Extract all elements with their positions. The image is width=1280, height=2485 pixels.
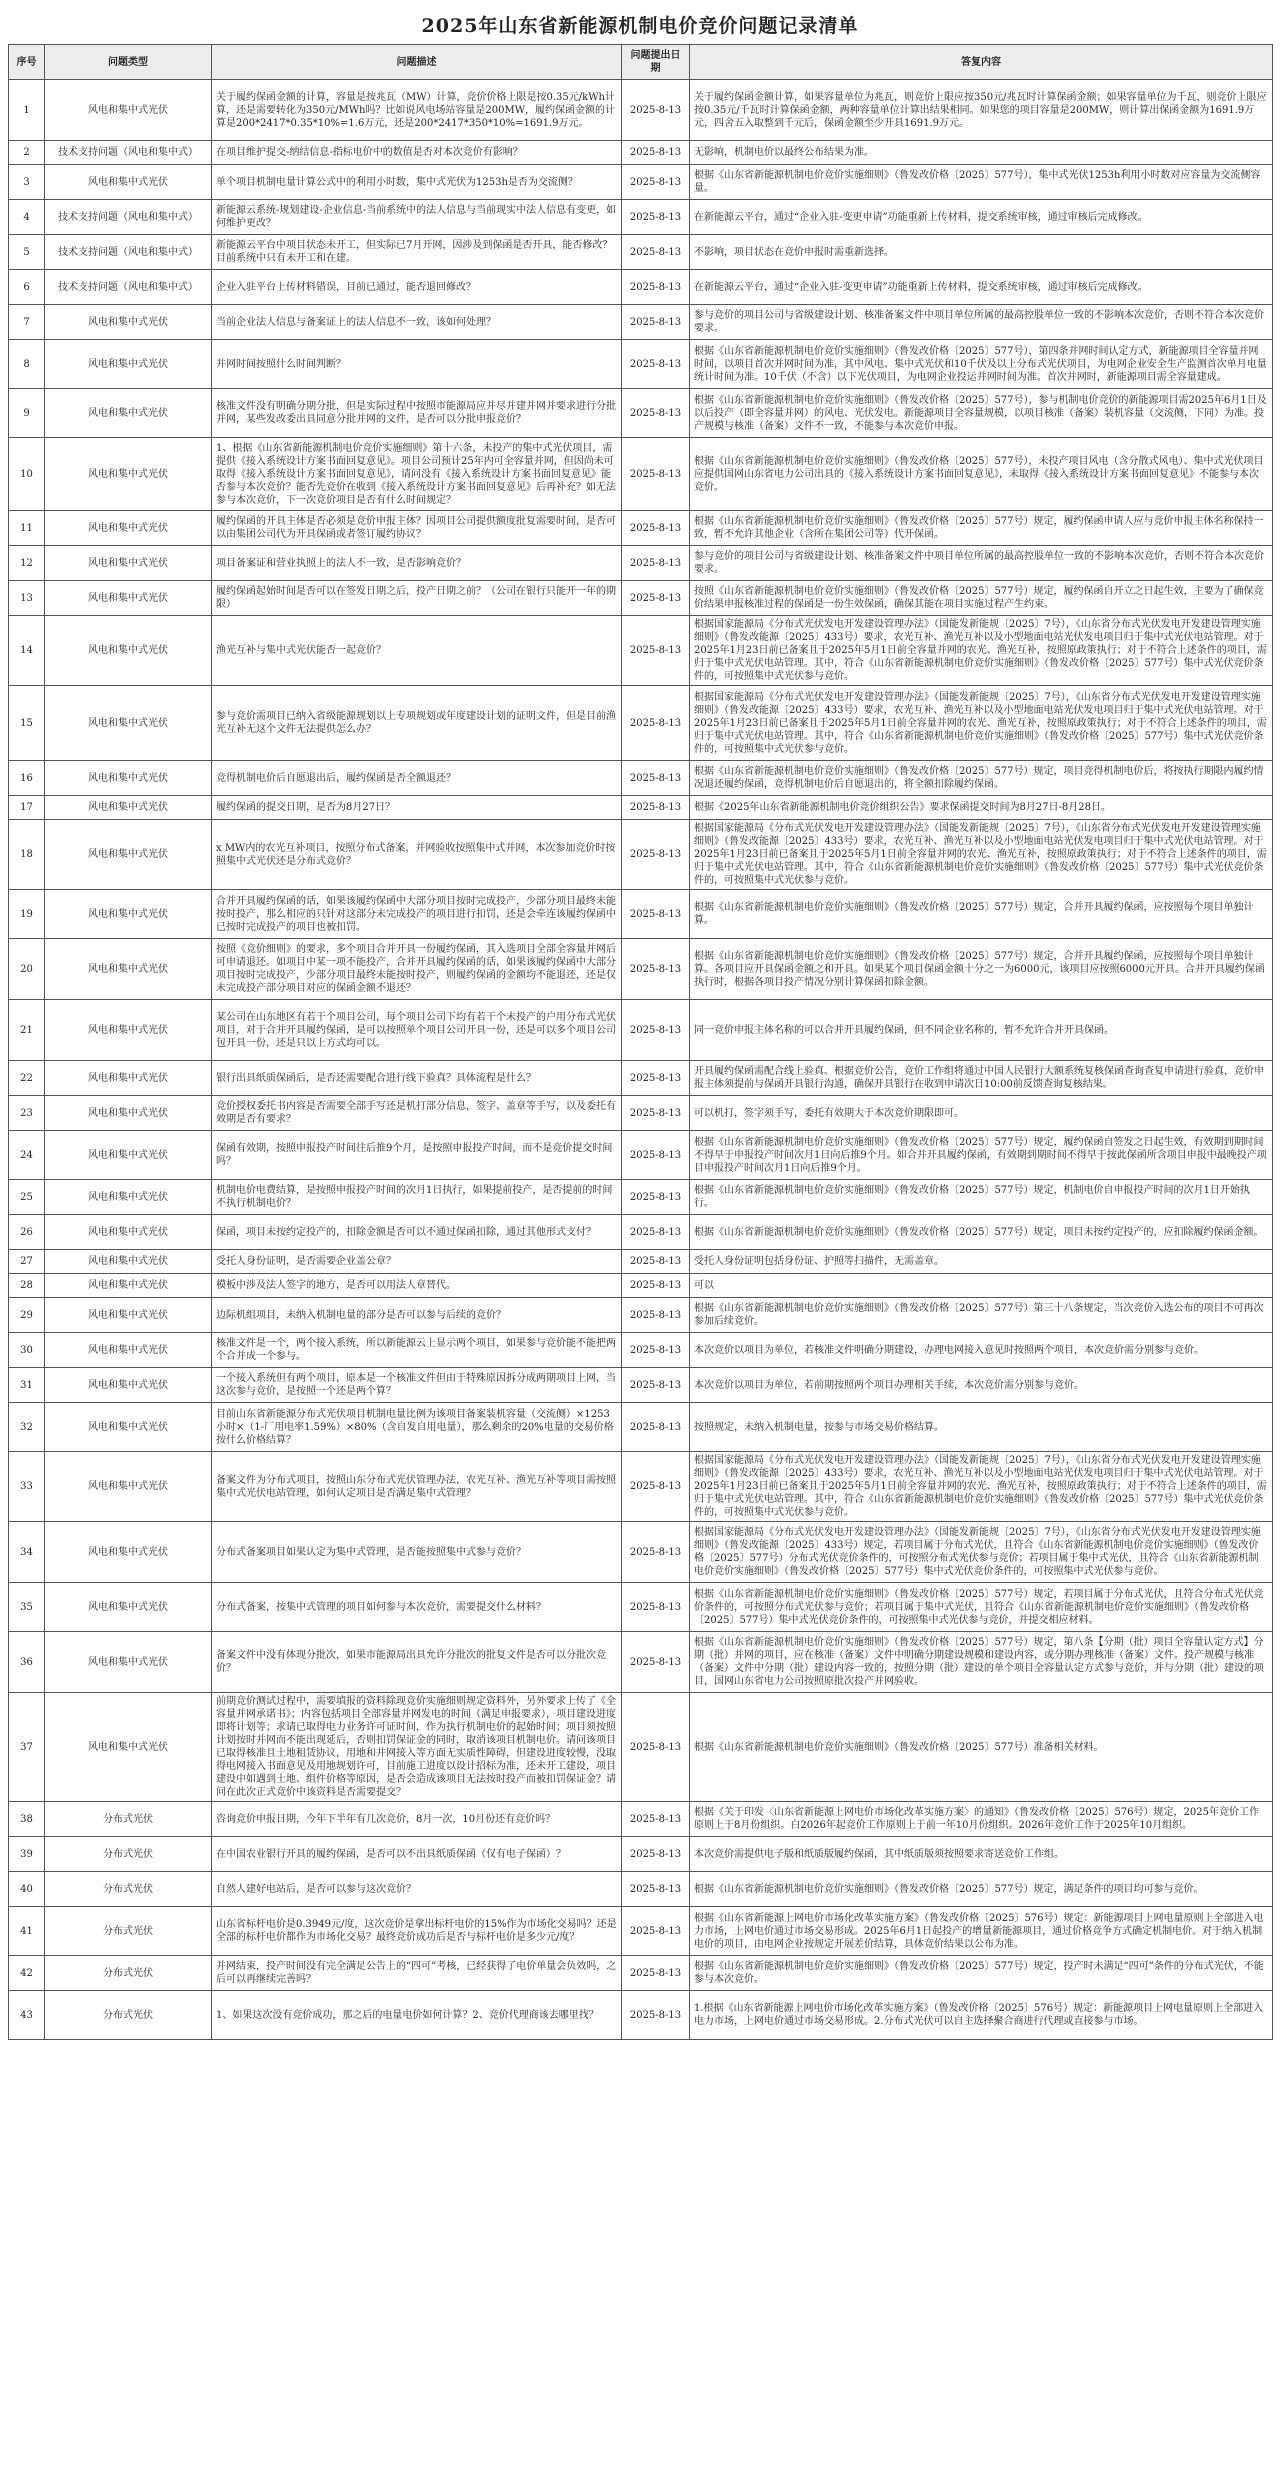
issue-description: 新能源云平台中项目状态未开工，但实际已7月开网，因涉及到保函是否开具，能否修改？目前系统中只有未开工和在建。: [212, 235, 622, 270]
row-number: 15: [9, 686, 45, 761]
row-number: 11: [9, 511, 45, 546]
issue-type: 风电和集中式光伏: [45, 1333, 212, 1368]
answer-content: 本次竞价需提供电子版和纸质版履约保函，其中纸质版须按照要求寄送竞价工作组。: [690, 1837, 1273, 1872]
issue-description: 单个项目机制电量计算公式中的利用小时数，集中式光伏为1253h是否为交流侧？: [212, 165, 622, 200]
answer-content: 1.根据《山东省新能源上网电价市场化改革实施方案》（鲁发改价格〔2025〕576号）规定：新能源项目上网电量原则上全部进入电力市场，上网电价通过市场交易形成。2.分布式光伏可以自主选择聚合商进行代理或直接参与市场。: [690, 1991, 1273, 2040]
issue-description: 保函有效期，按照申报投产时间往后推9个月，是按照申报投产时间，而不是竞价提交时间吗？: [212, 1131, 622, 1180]
answer-content: 按照规定，未纳入机制电量，按参与市场交易价格结算。: [690, 1403, 1273, 1452]
issue-description: 目前山东省新能源分布式光伏项目机制电量比例为该项目备案装机容量（交流侧）×1253小时×（1-厂用电率1.59%）×80%（含自发自用电量），那么剩余的20%电量的交易价格按什么价格结算？: [212, 1403, 622, 1452]
issue-date: 2025-8-13: [622, 1131, 690, 1180]
table-row: [9, 340, 1273, 389]
issue-type: 风电和集中式光伏: [45, 581, 212, 616]
issue-date: 2025-8-13: [622, 1250, 690, 1274]
answer-content: 根据《山东省新能源机制电价竞价实施细则》（鲁发改价格〔2025〕577号）规定，履约保函自签发之日起生效，有效期到期时间不得早于申报投产时间次月1日向后推9个月。如合并开具履约保函，有效期到期时间不得早于按此保函所含项目申报中最晚投产项目申报投产时间次月1日向后推9个月。: [690, 1131, 1273, 1180]
answer-content: 根据《山东省新能源机制电价竞价实施细则》（鲁发改价格〔2025〕577号）规定，履约保函申请人应与竞价申报主体名称保持一致，暂不允许其他企业（含所在集团公司等）代开保函。: [690, 511, 1273, 546]
issue-type: 风电和集中式光伏: [45, 1693, 212, 1802]
issue-type: 风电和集中式光伏: [45, 305, 212, 340]
issue-description: 分布式备案，按集中式管理的项目如何参与本次竞价，需要提交什么材料？: [212, 1583, 622, 1632]
issue-type: 风电和集中式光伏: [45, 1298, 212, 1333]
answer-content: 根据国家能源局《分布式光伏发电开发建设管理办法》（国能发新能规〔2025〕7号），《山东省分布式光伏发电开发建设管理实施细则》（鲁发改能源〔2025〕433号）要求，农光互补、渔光互补以及小型地面电站光伏发电项目归于集中式光伏电站管理。对于2025年1月23日前已备案且于2025年5月1日前全容量并网的农光、渔光互补，按照原政策执行；对于不符合上述条件的项目，需归于集中式光伏电站管理。其中，符合《山东省新能源机制电价竞价实施细则》（鲁发改价格〔2025〕577号）集中式光伏竞价条件的，可按照集中式光伏参与竞价。: [690, 820, 1273, 890]
issue-date: 2025-8-13: [622, 1522, 690, 1583]
issue-date: 2025-8-13: [622, 141, 690, 165]
row-number: 28: [9, 1274, 45, 1298]
table-header-row: [9, 45, 1273, 80]
table-row: [9, 1403, 1273, 1452]
table-row: [9, 616, 1273, 686]
row-number: 40: [9, 1872, 45, 1907]
answer-content: 参与竞价的项目公司与省级建设计划、核准备案文件中项目单位所属的最高控股单位一致的不影响本次竞价，否则不符合本次竞价要求。: [690, 305, 1273, 340]
issue-type: 风电和集中式光伏: [45, 165, 212, 200]
issue-date: 2025-8-13: [622, 1907, 690, 1956]
issue-date: 2025-8-13: [622, 389, 690, 438]
issue-type: 分布式光伏: [45, 1837, 212, 1872]
issue-type: 分布式光伏: [45, 1802, 212, 1837]
issue-type: 风电和集中式光伏: [45, 939, 212, 1000]
row-number: 32: [9, 1403, 45, 1452]
issue-description: x MW内的农光互补项目，按照分布式备案，并网验收按照集中式并网，本次参加竞价时按照集中式光伏还是分布式竞价？: [212, 820, 622, 890]
issue-date: 2025-8-13: [622, 511, 690, 546]
table-row: [9, 1693, 1273, 1802]
issue-type: 风电和集中式光伏: [45, 1274, 212, 1298]
answer-content: 关于履约保函金额计算，如果容量单位为兆瓦，则竞价上限应按350元/兆瓦时计算保函金额；如果容量单位为千瓦，则竞价上限应按0.35元/千瓦时计算保函金额，两种容量单位计算出结果相同。如果您的项目容量是200MW，则计算出保函金额为1691.9万元，四舍五入取整到千元后，保函金额至少开具1691.9万元。: [690, 80, 1273, 141]
answer-content: 根据《山东省新能源机制电价竞价实施细则》（鲁发改价格〔2025〕577号）规定，项目未按约定投产的，应扣除履约保函金额。: [690, 1215, 1273, 1250]
table-row: [9, 1298, 1273, 1333]
issue-type: 风电和集中式光伏: [45, 1250, 212, 1274]
issue-description: 并网结束，投产时间没有完全满足公告上的“四可”考核，已经获得了电价单量会负效吗，之后可以再继续完善吗？: [212, 1956, 622, 1991]
row-number: 1: [9, 80, 45, 141]
row-number: 20: [9, 939, 45, 1000]
header-type: 问题类型: [45, 45, 212, 80]
issue-type: 风电和集中式光伏: [45, 1096, 212, 1131]
table-row: [9, 820, 1273, 890]
row-number: 36: [9, 1632, 45, 1693]
issue-description: 备案文件为分布式项目，按照山东分布式光伏管理办法，农光互补、渔光互补等项目需按照集中式光伏电站管理，如何认定项目是否满足集中式管理？: [212, 1452, 622, 1522]
answer-content: 可以: [690, 1274, 1273, 1298]
answer-content: 根据《山东省新能源机制电价竞价实施细则》（鲁发改价格〔2025〕577号），未投产项目风电（含分散式风电）、集中式光伏项目应提供国网山东省电力公司出具的《接入系统设计方案书面回复意见》，未取得《接入系统设计方案书面回复意见》不能参与本次竞价。: [690, 438, 1273, 511]
issue-type: 分布式光伏: [45, 1991, 212, 2040]
issue-description: 竞价授权委托书内容是否需要全部手写还是机打部分信息，签字、盖章等手写，以及委托有效期是否有要求？: [212, 1096, 622, 1131]
answer-content: 本次竞价以项目为单位，若核准文件明确分期建设，办理电网接入意见时按照两个项目，本次竞价需分别参与竞价。: [690, 1333, 1273, 1368]
answer-content: 无影响，机制电价以最终公布结果为准。: [690, 141, 1273, 165]
table-row: [9, 305, 1273, 340]
table-row: [9, 1333, 1273, 1368]
issue-date: 2025-8-13: [622, 1096, 690, 1131]
issue-date: 2025-8-13: [622, 1632, 690, 1693]
answer-content: 根据国家能源局《分布式光伏发电开发建设管理办法》（国能发新能规〔2025〕7号），《山东省分布式光伏发电开发建设管理实施细则》（鲁发改能源〔2025〕433号）要求，农光互补、渔光互补以及小型地面电站光伏发电项目归于集中式光伏电站管理。对于2025年1月23日前已备案且于2025年5月1日前全容量并网的农光、渔光互补，按照原政策执行；对于不符合上述条件的项目，需归于集中式光伏电站管理。其中，符合《山东省新能源机制电价竞价实施细则》（鲁发改价格〔2025〕577号）集中式光伏竞价条件的，可按照集中式光伏参与竞价。: [690, 686, 1273, 761]
answer-content: 受托人身份证明包括身份证、护照等扫描件，无需盖章。: [690, 1250, 1273, 1274]
issue-type: 风电和集中式光伏: [45, 1583, 212, 1632]
table-row: [9, 1956, 1273, 1991]
issue-description: 分布式备案项目如果认定为集中式管理，是否能按照集中式参与竞价？: [212, 1522, 622, 1583]
issue-date: 2025-8-13: [622, 546, 690, 581]
row-number: 23: [9, 1096, 45, 1131]
issue-type: 分布式光伏: [45, 1907, 212, 1956]
answer-content: 不影响，项目状态在竞价申报时需重新选择。: [690, 235, 1273, 270]
issue-date: 2025-8-13: [622, 1298, 690, 1333]
issue-type: 风电和集中式光伏: [45, 546, 212, 581]
issue-date: 2025-8-13: [622, 890, 690, 939]
issue-date: 2025-8-13: [622, 1368, 690, 1403]
issue-type: 风电和集中式光伏: [45, 761, 212, 796]
row-number: 41: [9, 1907, 45, 1956]
table-row: [9, 1000, 1273, 1061]
issue-date: 2025-8-13: [622, 340, 690, 389]
row-number: 14: [9, 616, 45, 686]
issue-date: 2025-8-13: [622, 616, 690, 686]
issue-type: 分布式光伏: [45, 1872, 212, 1907]
header-answer: 答复内容: [690, 45, 1273, 80]
answer-content: 根据《2025年山东省新能源机制电价竞价组织公告》要求保函提交时间为8月27日-8月28日。: [690, 796, 1273, 820]
table-row: [9, 1907, 1273, 1956]
table-row: [9, 200, 1273, 235]
row-number: 38: [9, 1802, 45, 1837]
row-number: 2: [9, 141, 45, 165]
table-row: [9, 796, 1273, 820]
table-row: [9, 1452, 1273, 1522]
row-number: 33: [9, 1452, 45, 1522]
row-number: 35: [9, 1583, 45, 1632]
issue-description: 履约保函起始时间是否可以在签发日期之后，投产日期之前？（公司在银行只能开一年的期限）: [212, 581, 622, 616]
issue-type: 风电和集中式光伏: [45, 1180, 212, 1215]
issue-date: 2025-8-13: [622, 1180, 690, 1215]
table-row: [9, 1991, 1273, 2040]
answer-content: 根据《山东省新能源机制电价竞价实施细则》（鲁发改价格〔2025〕577号），第四条并网时间认定方式，新能源项目全容量并网时间，以项目首次并网时间为准，其中风电、集中式光伏和10千伏及以上分布式光伏项目，为电网企业安全生产监测首次单月电量统计时间为准。10千伏（不含）以下光伏项目，为电网企业投运并网时间为准。首次并网时，新能源项目需全容量建成。: [690, 340, 1273, 389]
header-date: 问题提出日期: [622, 45, 690, 80]
issue-type: 风电和集中式光伏: [45, 1215, 212, 1250]
row-number: 17: [9, 796, 45, 820]
issue-date: 2025-8-13: [622, 1802, 690, 1837]
table-row: [9, 1096, 1273, 1131]
answer-content: 根据《山东省新能源机制电价竞价实施细则》（鲁发改价格〔2025〕577号）规定，合并开具履约保函，应按照每个项目单独计算。: [690, 890, 1273, 939]
answer-content: 根据《山东省新能源机制电价竞价实施细则》（鲁发改价格〔2025〕577号）规定，机制电价自申报投产时间的次月1日开始执行。: [690, 1180, 1273, 1215]
table-row: [9, 1250, 1273, 1274]
table-row: [9, 1215, 1273, 1250]
issue-date: 2025-8-13: [622, 305, 690, 340]
issue-description: 机制电价电费结算，是按照申报投产时间的次月1日执行，如果提前投产，是否提前的时间不执行机制电价？: [212, 1180, 622, 1215]
issue-description: 履约保函的提交日期，是否为8月27日？: [212, 796, 622, 820]
row-number: 16: [9, 761, 45, 796]
issue-description: 前期竞价测试过程中，需要填报的资料除现竞价实施细则规定资料外，另外要求上传了《全容量并网承诺书》；内容包括项目全部容量并网发电的时间（满足申报要求），项目建设进度即将计划等；求请已取得电力业务许可证时间，作为执行机制电价的起始时间；项目须按照计划按时并网而不能出现延后，否则扣罚保证金的同时，取消该项目机制电价。请问该项目已取得核准且土地租赁协议，用地和并网接入等方面无实质性障碍，但建设进度较慢，没取得电网接入书面意见及用地规划许可，目前施工进度以设计招标为准，还未开工建设，项目建设中如遇到土地、组件价格等原因，是否会造成该项目无法按时投产而被扣罚保证金？请问在此次正式竞价中该资料是否需要提交？: [212, 1693, 622, 1802]
issue-type: 风电和集中式光伏: [45, 511, 212, 546]
table-row: [9, 761, 1273, 796]
table-row: [9, 686, 1273, 761]
row-number: 9: [9, 389, 45, 438]
issue-date: 2025-8-13: [622, 761, 690, 796]
issue-date: 2025-8-13: [622, 1403, 690, 1452]
issue-type: 分布式光伏: [45, 1956, 212, 1991]
answer-content: 根据《山东省新能源上网电价市场化改革实施方案》（鲁发改价格〔2025〕576号）规定：新能源项目上网电量原则上全部进入电力市场，上网电价通过市场交易形成。2025年6月1日起投产的增量新能源项目，通过价格竞争方式确定机制电价。对于纳入机制电价的项目，由电网企业按规定开展差价结算，具体竞价结果以公布为准。: [690, 1907, 1273, 1956]
issue-type: 风电和集中式光伏: [45, 820, 212, 890]
issue-description: 合并开具履约保函的话，如果该履约保函中大部分项目按时完成投产，少部分项目最终未能按时投产，那么相应的只针对这部分未完成投产的项目进行扣罚，还是会牵连该履约保函中已按时完成投产的项目也被扣罚。: [212, 890, 622, 939]
issue-description: 关于履约保函金额的计算，容量是按兆瓦（MW）计算，竞价价格上限是按0.35元/kWh计算，还是需要转化为350元/MWh吗？比如说风电场站容量是200MW，履约保函金额的计算是200*2417*0.35*10%=1.6万元，还是200*2417*350*10%=1691.9万元。: [212, 80, 622, 141]
issue-type: 风电和集中式光伏: [45, 438, 212, 511]
table-row: [9, 1522, 1273, 1583]
issue-date: 2025-8-13: [622, 80, 690, 141]
issue-date: 2025-8-13: [622, 270, 690, 305]
issue-description: 自然人建好电站后，是否可以参与这次竞价？: [212, 1872, 622, 1907]
answer-content: 可以机打，签字须手写，委托有效期大于本次竞价期限即可。: [690, 1096, 1273, 1131]
answer-content: 根据《山东省新能源机制电价竞价实施细则》（鲁发改价格〔2025〕577号）规定，满足条件的项目均可参与竞价。: [690, 1872, 1273, 1907]
row-number: 3: [9, 165, 45, 200]
answer-content: 根据《山东省新能源机制电价竞价实施细则》（鲁发改价格〔2025〕577号）规定，第八条【分期（批）项目全容量认定方式】分期（批）并网的项目，应在核准（备案）文件中明确分期建设规模和建设内容，或分期办理核准（备案）文件。投产规模与核准（备案）文件中分期（批）建设内容一致的，按照分期（批）建设的单个项目全容量认定方式参与竞价，并与分期（批）建设的项目，国网山东省电力公司按照原批次投产并网验收。: [690, 1632, 1273, 1693]
issue-description: 1、根据《山东省新能源机制电价竞价实施细则》第十六条，未投产的集中式光伏项目，需提供《接入系统设计方案书面回复意见》。项目公司预计25年内可全容量并网，但因尚未可取得《接入系统设计方案书面回复意见》，请问没有《接入系统设计方案书面回复意见》能否参与本次竞价？能否先竞价在收到《接入系统设计方案书面回复意见》后再补充？如无法参与本次竞价，下一次竞价项目是否有什么时间规定？: [212, 438, 622, 511]
row-number: 18: [9, 820, 45, 890]
table-row: [9, 1368, 1273, 1403]
table-row: [9, 511, 1273, 546]
issue-type: 风电和集中式光伏: [45, 340, 212, 389]
table-row: [9, 438, 1273, 511]
issue-type: 风电和集中式光伏: [45, 1000, 212, 1061]
table-row: [9, 1180, 1273, 1215]
issue-description: 并网时间按照什么时间判断？: [212, 340, 622, 389]
table-row: [9, 890, 1273, 939]
answer-content: 开具履约保函需配合线上验真。根据竞价公告，竞价工作组将通过中国人民银行大额系统复核保函查询查复申请进行验真，竞价申报主体须提前与保函开具银行沟通，确保开具银行在收到申请次日10:00前反馈查询复核结果。: [690, 1061, 1273, 1096]
answer-content: 同一竞价申报主体名称的可以合并开具履约保函，但不同企业名称的，暂不允许合并开具保函。: [690, 1000, 1273, 1061]
issue-type: 风电和集中式光伏: [45, 796, 212, 820]
issue-date: 2025-8-13: [622, 939, 690, 1000]
issue-description: 模板中涉及法人签字的地方，是否可以用法人章替代。: [212, 1274, 622, 1298]
answer-content: 根据《关于印发〈山东省新能源上网电价市场化改革实施方案〉的通知》（鲁发改价格〔2025〕576号）规定，2025年竞价工作原则上于8月份组织。白2026年起竞价工作原则上于前一年10月份组织。2026年竞价工作于2025年10月组织。: [690, 1802, 1273, 1837]
issue-date: 2025-8-13: [622, 1452, 690, 1522]
row-number: 43: [9, 1991, 45, 2040]
issue-description: 履约保函的开具主体是否必须是竞价申报主体？因项目公司提供额度批复需要时间，是否可以由集团公司代为开具保函或者签订履约协议？: [212, 511, 622, 546]
answer-content: 根据《山东省新能源机制电价竞价实施细则》（鲁发改价格〔2025〕577号）规定，项目竞得机制电价后，将按执行期限内履约情况退还履约保函，竞得机制电价后自愿退出的，将全额扣除履约保函。: [690, 761, 1273, 796]
table-row: [9, 1274, 1273, 1298]
issue-description: 在项目维护提交-纳结信息-指标电价中的数值是否对本次竞价有影响？: [212, 141, 622, 165]
table-row: [9, 141, 1273, 165]
table-row: [9, 1802, 1273, 1837]
issue-description: 咨询竞价申报日期，今年下半年有几次竞价，8月一次，10月份还有竞价吗？: [212, 1802, 622, 1837]
issue-type: 风电和集中式光伏: [45, 1632, 212, 1693]
table-row: [9, 1632, 1273, 1693]
issue-description: 边际机组项目，未纳入机制电量的部分是否可以参与后续的竞价？: [212, 1298, 622, 1333]
document-sheet: [8, 12, 1272, 2040]
issue-description: 在中国农业银行开具的履约保函，是否可以不出具纸质保函（仅有电子保函）？: [212, 1837, 622, 1872]
answer-content: 在新能源云平台，通过“企业入驻-变更申请”功能重新上传材料，提交系统审核，通过审核后完成修改。: [690, 270, 1273, 305]
issue-description: 核准文件没有明确分期分批，但是实际过程中按照市能源局应并尽并建并网并要求进行分批并网，某些发改委出具同意分批并网的文件，是否可以分批申报竞价？: [212, 389, 622, 438]
issue-date: 2025-8-13: [622, 1333, 690, 1368]
table-row: [9, 546, 1273, 581]
table-row: [9, 80, 1273, 141]
issue-description: 企业入驻平台上传材料错误，目前已通过，能否退回修改？: [212, 270, 622, 305]
row-number: 21: [9, 1000, 45, 1061]
issue-date: 2025-8-13: [622, 796, 690, 820]
issue-type: 技术支持问题（风电和集中式）: [45, 141, 212, 165]
issue-description: 备案文件中没有体现分批次，如果市能源局出具允许分批次的批复文件是否可以分批次竞价？: [212, 1632, 622, 1693]
row-number: 29: [9, 1298, 45, 1333]
table-row: [9, 1131, 1273, 1180]
table-row: [9, 1837, 1273, 1872]
issue-description: 当前企业法人信息与备案证上的法人信息不一致，该如何处理？: [212, 305, 622, 340]
row-number: 10: [9, 438, 45, 511]
issue-type: 风电和集中式光伏: [45, 1368, 212, 1403]
issue-type: 风电和集中式光伏: [45, 80, 212, 141]
issue-type: 风电和集中式光伏: [45, 616, 212, 686]
issue-date: 2025-8-13: [622, 1583, 690, 1632]
table-row: [9, 939, 1273, 1000]
document-title: 2025年山东省新能源机制电价竞价问题记录清单: [421, 15, 859, 37]
issue-type: 风电和集中式光伏: [45, 1131, 212, 1180]
row-number: 31: [9, 1368, 45, 1403]
issue-date: 2025-8-13: [622, 438, 690, 511]
issue-date: 2025-8-13: [622, 1215, 690, 1250]
row-number: 22: [9, 1061, 45, 1096]
issue-description: 竞得机制电价后自愿退出后，履约保函是否全额退还？: [212, 761, 622, 796]
answer-content: 根据《山东省新能源机制电价竞价实施细则》（鲁发改价格〔2025〕577号）规定，合并开具履约保函，应按照每个项目单独计算。各项目应开具保函金额之和开具。如果某个项目保函金额十分之一为6000元，该项目应按照6000元开具。合并开具履约保函执行时，根据各项目投产情况分别计算保函扣除金额。: [690, 939, 1273, 1000]
row-number: 12: [9, 546, 45, 581]
table-row: [9, 1061, 1273, 1096]
issue-date: 2025-8-13: [622, 1693, 690, 1802]
row-number: 19: [9, 890, 45, 939]
issue-date: 2025-8-13: [622, 1274, 690, 1298]
header-no: 序号: [9, 45, 45, 80]
issue-type: 风电和集中式光伏: [45, 1061, 212, 1096]
issue-type: 技术支持问题（风电和集中式）: [45, 200, 212, 235]
row-number: 6: [9, 270, 45, 305]
issue-description: 1、如果这次没有竞价成功，那之后的电量电价如何计算？2、竞价代理商该去哪里找？: [212, 1991, 622, 2040]
issue-type: 风电和集中式光伏: [45, 389, 212, 438]
issue-type: 风电和集中式光伏: [45, 1522, 212, 1583]
issue-description: 一个接入系统但有两个项目，原本是一个核准文件但由于特殊原因拆分成两期项目上网，当这次参与竞价，是按照一个还是两个算？: [212, 1368, 622, 1403]
table-row: [9, 165, 1273, 200]
issue-description: 新能源云系统-规划建设-企业信息-当前系统中的法人信息与当前现实中法人信息有变更，如何维护更改？: [212, 200, 622, 235]
issue-record-table: [8, 44, 1273, 2040]
answer-content: 根据国家能源局《分布式光伏发电开发建设管理办法》（国能发新能规〔2025〕7号），《山东省分布式光伏发电开发建设管理实施细则》（鲁发改能源〔2025〕433号）要求，农光互补、渔光互补以及小型地面电站光伏发电项目归于集中式光伏电站管理。对于2025年1月23日前已备案且于2025年5月1日前全容量并网的农光、渔光互补，按照原政策执行；对于不符合上述条件的项目，需归于集中式光伏电站管理。其中，符合《山东省新能源机制电价竞价实施细则》（鲁发改价格〔2025〕577号）集中式光伏竞价条件的，可按照集中式光伏参与竞价。: [690, 616, 1273, 686]
issue-description: 参与竞价需项目已纳入省级能源规划以上专项规划或年度建设计划的证明文件，但是目前渔光互补无这个文件无法提供怎么办？: [212, 686, 622, 761]
answer-content: 按照《山东省新能源机制电价竞价实施细则》（鲁发改价格〔2025〕577号）规定，履约保函自开立之日起生效，主要为了确保竞价结果申报核准过程的保函是一份生效保函，确保其能在项目实施过程产生约束。: [690, 581, 1273, 616]
table-row: [9, 270, 1273, 305]
table-body: [9, 80, 1273, 2040]
issue-description: 银行出具纸质保函后，是否还需要配合进行线下验真？具体流程是什么？: [212, 1061, 622, 1096]
issue-date: 2025-8-13: [622, 581, 690, 616]
issue-type: 风电和集中式光伏: [45, 1403, 212, 1452]
header-question: 问题描述: [212, 45, 622, 80]
issue-description: 按照《竞价细则》的要求，多个项目合并开具一份履约保函，其入选项目全部全容量并网后可申请退还。如项目中某一项不能投产，合并开具履约保函的话，如果该履约保函中大部分项目按时完成投产，少部分项目最终未能按时投产，则履约保函的金额均不能退还，还是仅未完成投产部分项目对应的保函金额不退还？: [212, 939, 622, 1000]
row-number: 7: [9, 305, 45, 340]
row-number: 37: [9, 1693, 45, 1802]
issue-date: 2025-8-13: [622, 235, 690, 270]
issue-date: 2025-8-13: [622, 200, 690, 235]
issue-date: 2025-8-13: [622, 165, 690, 200]
issue-date: 2025-8-13: [622, 686, 690, 761]
issue-date: 2025-8-13: [622, 1956, 690, 1991]
issue-date: 2025-8-13: [622, 1837, 690, 1872]
row-number: 24: [9, 1131, 45, 1180]
issue-date: 2025-8-13: [622, 1991, 690, 2040]
issue-description: 项目备案证和营业执照上的法人不一致，是否影响竞价？: [212, 546, 622, 581]
issue-description: 核准文件是一个，两个接入系统，所以新能源云上显示两个项目，如果参与竞价能不能把两个合并成一个参与。: [212, 1333, 622, 1368]
table-row: [9, 581, 1273, 616]
issue-description: 受托人身份证明，是否需要企业盖公章？: [212, 1250, 622, 1274]
row-number: 42: [9, 1956, 45, 1991]
row-number: 25: [9, 1180, 45, 1215]
issue-description: 渔光互补与集中式光伏能否一起竞价？: [212, 616, 622, 686]
issue-type: 风电和集中式光伏: [45, 1452, 212, 1522]
answer-content: 根据《山东省新能源机制电价竞价实施细则》（鲁发改价格〔2025〕577号），参与机制电价竞价的新能源项目需2025年6月1日及以后投产（即全容量并网）的风电、光伏发电。新能源项目全容量规模，以项目核准（备案）装机容量（交流侧，下同）为准。投产规模与核准（备案）文件不一致，不能参与本次竞价申报。: [690, 389, 1273, 438]
answer-content: 参与竞价的项目公司与省级建设计划、核准备案文件中项目单位所属的最高控股单位一致的不影响本次竞价，否则不符合本次竞价要求。: [690, 546, 1273, 581]
issue-date: 2025-8-13: [622, 1872, 690, 1907]
answer-content: 根据《山东省新能源机制电价竞价实施细则》（鲁发改价格〔2025〕577号）规定，投产时未满足“四可”条件的分布式光伏，不能参与本次竞价。: [690, 1956, 1273, 1991]
issue-date: 2025-8-13: [622, 1000, 690, 1061]
table-row: [9, 1872, 1273, 1907]
row-number: 26: [9, 1215, 45, 1250]
issue-description: 山东省标杆电价是0.3949元/度，这次竞价是拿出标杆电价的15%作为市场化交易吗？还是全部的标杆电价都作为市场化交易？最终竞价成功后是否与标杆电价是多少元/度？: [212, 1907, 622, 1956]
table-row: [9, 235, 1273, 270]
table-row: [9, 1583, 1273, 1632]
answer-content: 根据《山东省新能源机制电价竞价实施细则》（鲁发改价格〔2025〕577号），集中式光伏1253h利用小时数对应容量为交流侧容量。: [690, 165, 1273, 200]
row-number: 39: [9, 1837, 45, 1872]
issue-type: 风电和集中式光伏: [45, 890, 212, 939]
table-row: [9, 389, 1273, 438]
issue-description: 保函，项目未按约定投产的，扣除金额是否可以不通过保函扣除，通过其他形式支付？: [212, 1215, 622, 1250]
issue-date: 2025-8-13: [622, 1061, 690, 1096]
row-number: 5: [9, 235, 45, 270]
answer-content: 根据《山东省新能源机制电价竞价实施细则》（鲁发改价格〔2025〕577号）准备相关材料。: [690, 1693, 1273, 1802]
row-number: 13: [9, 581, 45, 616]
issue-description: 某公司在山东地区有若干个项目公司，每个项目公司下均有若干个未投产的户用分布式光伏项目，对于合并开具履约保函，是可以按照单个项目公司开具一份，还是可以多个项目公司包开具一份，还是只以上方式均可以。: [212, 1000, 622, 1061]
answer-content: 本次竞价以项目为单位，若前期按照两个项目办理相关手续，本次竞价需分别参与竞价。: [690, 1368, 1273, 1403]
answer-content: 根据国家能源局《分布式光伏发电开发建设管理办法》（国能发新能规〔2025〕7号），《山东省分布式光伏发电开发建设管理实施细则》（鲁发改能源〔2025〕433号）要求，农光互补、渔光互补以及小型地面电站光伏发电项目归于集中式光伏电站管理。对于2025年1月23日前已备案且于2025年5月1日前全容量并网的农光、渔光互补，按照原政策执行；对于不符合上述条件的项目，需归于集中式光伏电站管理。其中，符合《山东省新能源机制电价竞价实施细则》（鲁发改价格〔2025〕577号）集中式光伏竞价条件的，可按照集中式光伏参与竞价。: [690, 1452, 1273, 1522]
answer-content: 在新能源云平台，通过“企业入驻-变更申请”功能重新上传材料，提交系统审核，通过审核后完成修改。: [690, 200, 1273, 235]
issue-type: 风电和集中式光伏: [45, 686, 212, 761]
row-number: 34: [9, 1522, 45, 1583]
issue-date: 2025-8-13: [622, 820, 690, 890]
issue-type: 技术支持问题（风电和集中式）: [45, 235, 212, 270]
row-number: 8: [9, 340, 45, 389]
row-number: 4: [9, 200, 45, 235]
row-number: 27: [9, 1250, 45, 1274]
answer-content: 根据《山东省新能源机制电价竞价实施细则》（鲁发改价格〔2025〕577号）规定，若项目属于分布式光伏，且符合分布式光伏竞价条件的，可按照分布式光伏参与竞价；若项目属于集中式光伏，且符合《山东省新能源机制电价竞价实施细则》（鲁发改价格〔2025〕577号）集中式光伏竞价条件的，可按照集中式光伏参与竞价，并提交相应材料。: [690, 1583, 1273, 1632]
issue-type: 技术支持问题（风电和集中式）: [45, 270, 212, 305]
answer-content: 根据国家能源局《分布式光伏发电开发建设管理办法》（国能发新能规〔2025〕7号），《山东省分布式光伏发电开发建设管理实施细则》（鲁发改能源〔2025〕433号）规定，若项目属于分布式光伏，且符合《山东省新能源机制电价竞价实施细则》（鲁发改价格〔2025〕577号）分布式光伏竞价条件的，可按照分布式光伏参与竞价；若项目属于集中式光伏，且符合《山东省新能源机制电价竞价实施细则》（鲁发改价格〔2025〕577号）集中式光伏竞价条件的，可按照集中式光伏参与竞价。: [690, 1522, 1273, 1583]
row-number: 30: [9, 1333, 45, 1368]
answer-content: 根据《山东省新能源机制电价竞价实施细则》（鲁发改价格〔2025〕577号）第三十八条规定，当次竞价入选公布的项目不可再次参加后续竞价。: [690, 1298, 1273, 1333]
